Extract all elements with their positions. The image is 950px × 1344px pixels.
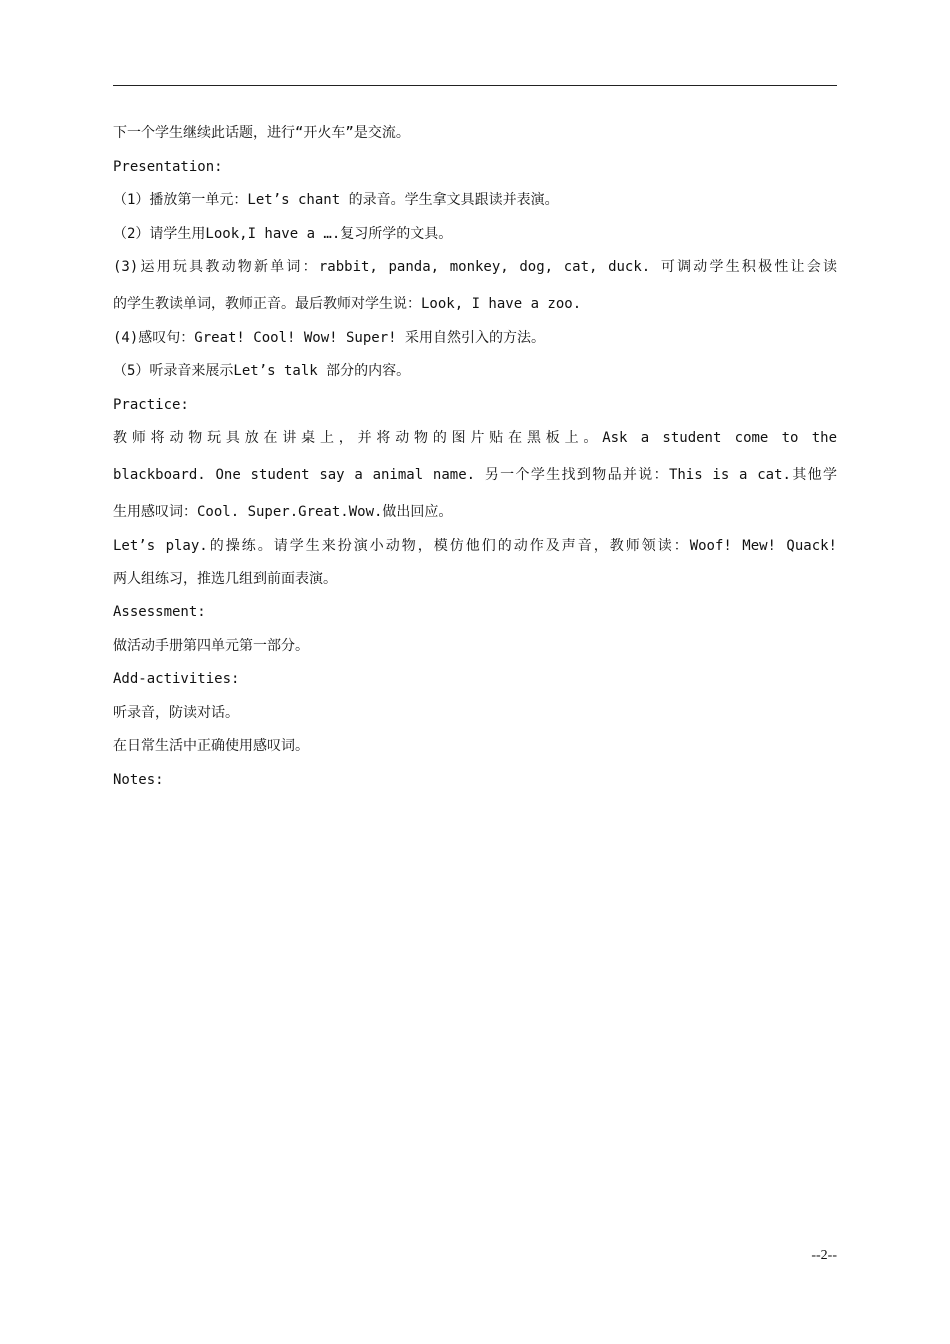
text-line: 在日常生活中正确使用感叹词。 xyxy=(113,738,309,754)
section-heading-presentation: Presentation: xyxy=(113,158,223,175)
text-line: （1）播放第一单元：Let’s chant 的录音。学生拿文具跟读并表演。 xyxy=(113,192,559,208)
text-line: blackboard. One student say a animal name. 另一个学生找到物品并说：This is a cat.其他学 xyxy=(113,467,837,483)
section-heading-practice: Practice: xyxy=(113,396,189,413)
text-line: （2）请学生用Look,I have a ….复习所学的文具。 xyxy=(113,225,453,242)
section-heading-assessment: Assessment: xyxy=(113,604,206,620)
page-number: --2-- xyxy=(811,1248,837,1263)
section-heading-add-activities: Add-activities: xyxy=(113,671,240,687)
text-line: （5）听录音来展示Let’s talk 部分的内容。 xyxy=(113,363,411,379)
document-body xyxy=(113,124,837,804)
text-line: (4)感叹句：Great! Cool! Wow! Super! 采用自然引入的方法。 xyxy=(113,329,546,346)
text-line: 听录音，防读对话。 xyxy=(113,704,239,721)
text-line: Let’s play.的操练。请学生来扮演小动物，模仿他们的动作及声音，教师领读：Woof! Mew! Quack! xyxy=(113,537,837,554)
text-line: (3)运用玩具教动物新单词：rabbit, panda, monkey, dog, cat, duck. 可调动学生积极性让会读 xyxy=(113,259,837,275)
text-line: 教师将动物玩具放在讲桌上，并将动物的图片贴在黑板上。Ask a student come to the xyxy=(113,430,837,446)
text-line: 两人组练习，推选几组到前面表演。 xyxy=(113,570,337,587)
text-line: 下一个学生继续此话题，进行“开火车”是交流。 xyxy=(113,125,410,141)
text-line: 做活动手册第四单元第一部分。 xyxy=(113,637,309,654)
header-rule xyxy=(113,85,837,86)
section-heading-notes: Notes: xyxy=(113,771,164,788)
text-line: 生用感叹词：Cool. Super.Great.Wow.做出回应。 xyxy=(113,504,453,520)
text-line: 的学生教读单词，教师正音。最后教师对学生说：Look, I have a zoo. xyxy=(113,296,582,312)
